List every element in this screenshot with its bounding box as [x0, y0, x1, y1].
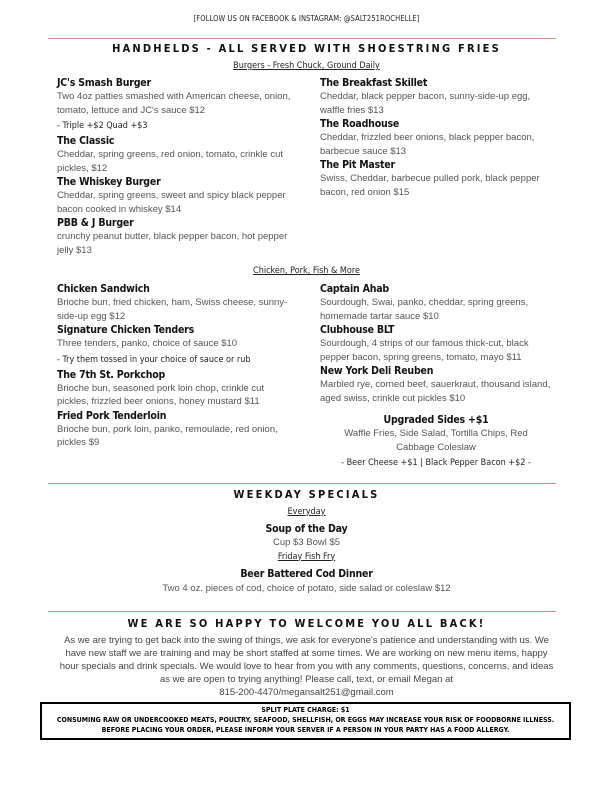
item-name: Chicken Sandwich [57, 283, 150, 295]
item-description: Marbled rye, corned beef, sauerkraut, thousand island, aged swiss, crinkle cut pickles $10 [320, 379, 551, 404]
soup-price: Cup $3 Bowl $5 [272, 537, 341, 548]
item-name: The Pit Master [320, 159, 396, 171]
menu-item [57, 409, 297, 450]
item-name: PBB & J Burger [57, 217, 134, 229]
cod-dinner-description: Two 4 oz. pieces of cod, choice of potato, side salad or coleslaw $12 [162, 582, 451, 594]
item-description: Two 4oz patties smashed with American cheese, onion, tomato, lettuce and JC's sauce $12 [57, 91, 291, 116]
menu-item [57, 175, 297, 216]
item-name: Fried Pork Tenderloin [57, 409, 167, 422]
chicken-right-column [320, 282, 552, 405]
item-description: Cheddar, frizzled beer onions, black pepper bacon, barbecue sauce $13 [320, 132, 535, 157]
item-note: - Try them tossed in your choice of sauce or rub [57, 354, 251, 365]
sides-addons: - Beer Cheese +$1 | Black Pepper Bacon +$2 - [341, 458, 531, 468]
item-description: Brioche bun, fried chicken, ham, Swiss cheese, sunny-side-up egg $12 [57, 297, 288, 322]
menu-item [320, 364, 552, 405]
split-plate-charge: SPLIT PLATE CHARGE: $1 [261, 706, 350, 714]
burgers-left-column [57, 76, 297, 257]
item-name: The 7th St. Porkchop [57, 368, 166, 381]
item-name: The Classic [57, 135, 115, 147]
item-name: JC's Smash Burger [57, 77, 151, 89]
menu-item [320, 117, 552, 158]
friday-label: Friday Fish Fry [277, 551, 336, 562]
everyday-label: Everyday [287, 507, 326, 517]
social-handle-banner: [FOLLOW US ON FACEBOOK & INSTAGRAM: @SALT251ROCHELLE] [193, 14, 420, 23]
cod-dinner-name: Beer Battered Cod Dinner [240, 567, 373, 580]
menu-item [320, 76, 552, 117]
sides-title: Upgraded Sides +$1 [383, 414, 489, 426]
welcome-paragraph: As we are trying to get back into the swing of things, we ask for everyone's patience and understanding with us. We have new staff we are training and may be short staffed at some times. We are working on new menu items, happy hour specials and drink specials. We would love to hear from you with any comments, questions, concerns, and ideas as we are open to trying anything! Please call, text, or email Megan at [59, 635, 554, 685]
foodborne-illness-warning: CONSUMING RAW OR UNDERCOOKED MEATS, POULTRY, SEAFOOD, SHELLFISH, OR EGGS MAY INCREASE YOUR RISK OF FOODBORNE ILLNESS. [56, 715, 555, 724]
divider [48, 38, 556, 39]
item-description: Cheddar, black pepper bacon, sunny-side-up egg, waffle fries $13 [320, 91, 531, 116]
divider [48, 611, 556, 612]
menu-item [320, 158, 552, 199]
item-description: Sourdough, Swai, panko, cheddar, spring greens, homemade tartar sauce $10 [320, 297, 529, 322]
item-name: The Breakfast Skillet [320, 77, 428, 89]
item-description: Three tenders, panko, choice of sauce $10 [57, 338, 238, 349]
food-allergy-notice: BEFORE PLACING YOUR ORDER, PLEASE INFORM YOUR SERVER IF A PERSON IN YOUR PARTY HAS A FOOD ALLERGY. [101, 725, 510, 734]
item-description: Swiss, Cheddar, barbecue pulled pork, black pepper bacon, red onion $15 [320, 173, 540, 198]
item-description: crunchy peanut butter, black pepper bacon, hot pepper jelly $13 [57, 231, 288, 256]
burgers-subhead: Burgers - Fresh Chuck, Ground Daily [233, 61, 380, 71]
item-description: Brioche bun, seasoned pork loin chop, crinkle cut pickles, frizzled beer onions, honey mustard $11 [57, 382, 265, 407]
chicken-left-column [57, 282, 297, 450]
item-description: Sourdough, 4 strips of our famous thick-cut, black pepper bacon, spring greens, tomato, mayo $11 [320, 338, 529, 363]
welcome-title: WE ARE SO HAPPY TO WELCOME YOU ALL BACK! [127, 617, 486, 630]
menu-item [57, 216, 297, 257]
weekday-specials [0, 506, 613, 595]
menu-item [57, 282, 297, 323]
welcome-message [58, 634, 555, 699]
item-note: - Triple +$2 Quad +$3 [57, 121, 148, 131]
item-name: Clubhouse BLT [320, 324, 395, 336]
burgers-right-column [320, 76, 552, 199]
item-name: Captain Ahab [320, 283, 389, 295]
divider [48, 483, 556, 484]
menu-item [57, 134, 297, 175]
chicken-subhead: Chicken, Pork, Fish & More [253, 266, 360, 276]
menu-item [320, 282, 552, 323]
menu-item [57, 368, 297, 409]
item-description: Cheddar, spring greens, sweet and spicy black pepper bacon cooked in whiskey $14 [57, 190, 286, 215]
contact-info: 815-200-4470/megansalt251@gmail.com [219, 687, 394, 698]
soup-name: Soup of the Day [265, 523, 348, 535]
item-name: The Roadhouse [320, 118, 400, 130]
item-description: Cheddar, spring greens, red onion, tomato, crinkle cut pickles, $12 [57, 149, 284, 174]
allergy-notice-box [40, 702, 571, 740]
weekday-specials-title: WEEKDAY SPECIALS [233, 488, 380, 501]
menu-item [57, 323, 297, 367]
menu-item [57, 76, 297, 133]
item-name: The Whiskey Burger [57, 176, 161, 188]
upgraded-sides [318, 413, 554, 470]
item-name: Signature Chicken Tenders [57, 324, 195, 336]
item-description: Brioche bun, pork loin, panko, remoulade, red onion, pickles $9 [57, 423, 278, 448]
menu-item [320, 323, 552, 364]
sides-description: Waffle Fries, Side Salad, Tortilla Chips, Red Cabbage Coleslaw [344, 428, 528, 453]
handhelds-title: HANDHELDS - ALL SERVED WITH SHOESTRING FRIES [112, 42, 501, 55]
item-name: New York Deli Reuben [320, 365, 434, 377]
